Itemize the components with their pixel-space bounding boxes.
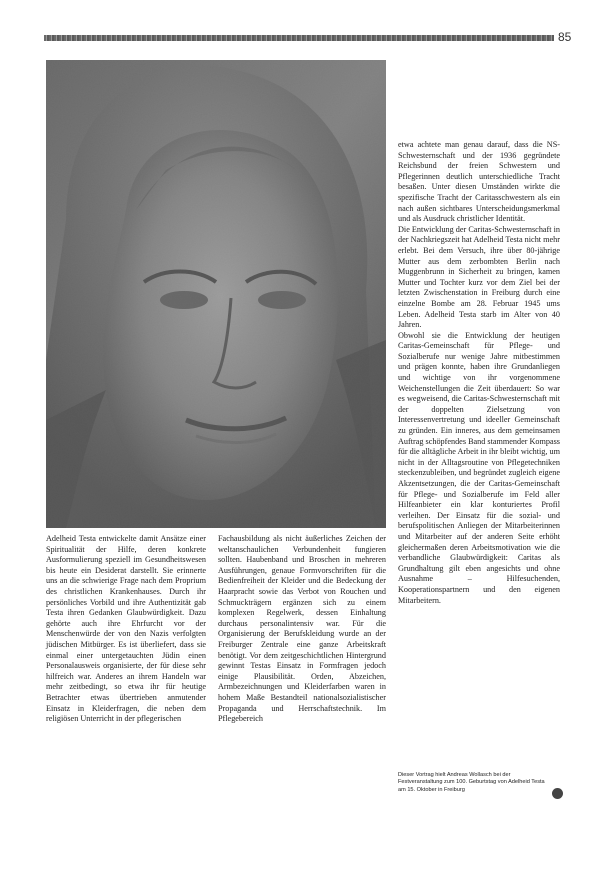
paragraph: etwa achtete man genau darauf, dass die NS-Schwesternschaft und der 1936 gegründete Reichsbund der freien Schwestern und Pflegerinnen deutlich unterschiedliche Tracht besaßen. Unter diesen Umständen wirkte die spezifische Tracht der Caritasschwestern als ein nach außen sichtbares Unterscheidungsmerkmal und als Ausdruck christlicher Identität. (398, 140, 560, 224)
page-number: 85 (558, 30, 572, 44)
footnote-caption: Dieser Vortrag hielt Andreas Wollasch bei der Festveranstaltung zum 100. Geburtstag von Adelheid Testa am 15. Oktober in Freiburg (398, 772, 545, 793)
sculpture-head-photo (46, 60, 386, 528)
text-column-middle (218, 534, 386, 725)
sculpture-head-icon (46, 60, 386, 528)
text-column-left (46, 534, 206, 725)
text-column-right (398, 140, 560, 606)
publisher-mark-icon (552, 788, 563, 799)
paragraph: Fachausbildung als nicht äußerliches Zeichen der weltanschaulichen Verbundenheit fungieren sollten. Haubenband und Broschen in mehreren Ausführungen, genaue Formvorschriften für die Bedienfreiheit der Kleider und die Bedeckung der Haarpracht sowie das Verbot von Rouchen und Schmuckträgern ergänzen sich zu einem komplexen Regelwerk, dessen Einhaltung durchaus personalintensiv war. Für die Organisierung der Berufskleidung wurde an der Freiburger Zentrale eine ganze Arbeitskraft benötigt. Vor dem zeitgeschichtlichen Hintergrund gewinnt Testas Einsatz in Formfragen jedoch einige Plausibilität. Orden, Abzeichen, Armbezeichnungen und Kleiderfarben waren in hohem Maße Bestandteil nationalsozialistischer Propaganda und Herrschaftstechnik. Im Pflegebereich (218, 534, 386, 724)
paragraph: Obwohl sie die Entwicklung der heutigen Caritas-Gemeinschaft für Pflege- und Sozialberufe nur wenige Jahre mitbestimmen und prägen konnte, haben ihre Grundanliegen und wichtige von ihr vorgenommene Weichenstellungen die Zeit überdauert: So war es wegweisend, die Caritas-Schwesternschaft mit der doppelten Zielsetzung von Interessenvertretung und ideeller Gemeinschaft zu gründen. Ein inneres, aus dem gemeinsamen Auftrag schöpfendes Band stammender Kompass für die alltägliche Arbeit in ihr bleibt wichtig, um nicht in der Alltagsroutine von Pflegetechniken steckenzubleiben, und begründet zugleich eigene Akzentsetzungen, die der Caritas-Gemeinschaft für Pflege- und Sozialberufe im Feld aller Hilfeanbieter ein klar konturiertes Profil verleihen. Der Einsatz für die sozial- und berufspolitischen Anliegen der Mitarbeiterinnen und Mitarbeiter auf der anderen Seite erhöht gleichermaßen deren Arbeitsmotivation wie die verbandliche Glaubwürdigkeit: Caritas als Grundhaltung gilt eben angesichts und ohne Ausnahme – Hilfesuchenden, Kooperationspartnern und den eigenen Mitarbeitern. (398, 330, 560, 605)
paragraph: Adelheid Testa entwickelte damit Ansätze einer Spiritualität der Hilfe, deren konkrete Ausformulierung speziell im Gesundheitswesen bis heute ein Desiderat darstellt. Sie erinnerte uns an die schwierige Frage nach dem Proprium des christlichen Krankenhauses. Durch ihr persönliches Vorbild und ihre Authentizität gab Testa ihren Gedanken Glaubwürdigkeit. Dazu gehörte auch ihre Ehrfurcht vor der Menschenwürde der von den Nazis verfolgten jüdischen Mitbürger. Es ist überliefert, dass sie einmal einer untergetauchten Jüdin einen Personalausweis organisierte, der für diese sehr hilfreich war. Anderes an ihrem Handeln war mehr zeitbedingt, so etwa ihr für heutige Betrachter etwas übertrieben anmutender Einsatz in Kleiderfragen, die neben dem religiösen Unterricht in der pflegerischen (46, 534, 206, 724)
paragraph: Die Entwicklung der Caritas-Schwesternschaft in der Nachkriegszeit hat Adelheid Testa nicht mehr erlebt. Bei dem Versuch, ihre über 80-jährige Mutter aus dem zerbombten Berlin nach Muggenbrunn in Sicherheit zu bringen, kamen Mutter und Tochter kurz vor dem Ziel bei der letzten Zwischenstation in Freiburg durch eine einzelne Bombe am 28. Februar 1945 ums Leben. Adelheid Testa starb im Alter von 40 Jahren. (398, 224, 560, 330)
header-rule (44, 35, 554, 41)
